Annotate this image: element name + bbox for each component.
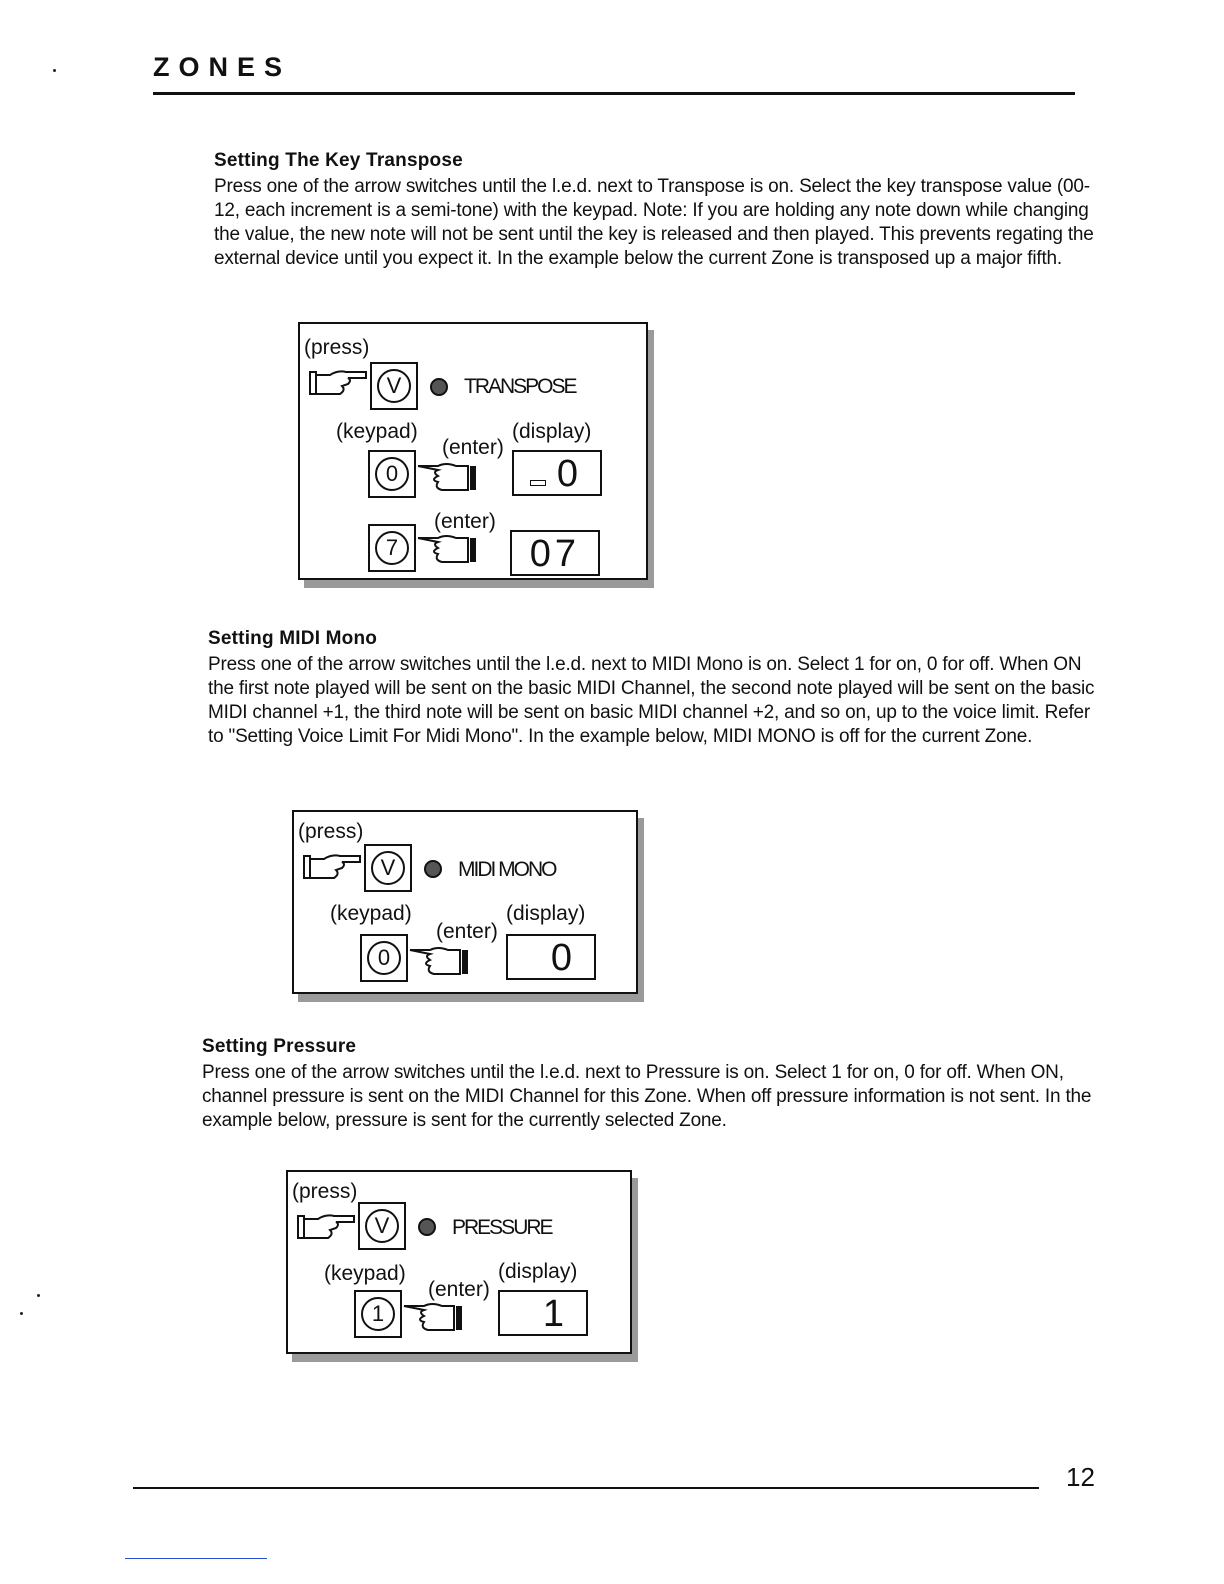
display-blank-digit: [530, 480, 546, 486]
led-indicator: [430, 378, 448, 396]
keypad-key-button[interactable]: [360, 934, 408, 982]
section-body: Press one of the arrow switches until the l.e.d. next to MIDI Mono is on. Select 1 for on, 0 for off. When ON the first note played will be sent on the basic MIDI Channel, the second note played will be sent on the basic MIDI channel +1, the third note will be sent on basic MIDI channel +2, and so on, up to the voice limit. Refer to "Setting Voice Limit For Midi Mono". In the example below, MIDI MONO is off for the current Zone.: [208, 654, 1095, 747]
display-label: (display): [512, 420, 592, 443]
led-indicator: [424, 860, 442, 878]
scan-speck: [20, 1312, 23, 1315]
enter-hand-icon: [402, 1300, 466, 1334]
keypad-label: (keypad): [324, 1262, 406, 1285]
page-number: 12: [1066, 1462, 1095, 1492]
enter-label: (enter): [428, 1278, 490, 1301]
display-value: 0: [556, 453, 582, 495]
keypad-label: (keypad): [336, 420, 418, 443]
keypad-key-button[interactable]: [354, 1290, 402, 1338]
display-label: (display): [498, 1260, 578, 1283]
diagram-transpose: [298, 322, 648, 580]
keypad-key-label: 0: [375, 457, 409, 491]
arrow-key-button[interactable]: [364, 844, 412, 892]
display-readout: [498, 1290, 588, 1336]
enter-hand-icon: [416, 460, 480, 494]
panel-label: PRESSURE: [452, 1216, 552, 1239]
diagram-midi-mono: [292, 810, 638, 994]
enter-hand-icon: [408, 944, 472, 978]
enter-hand-icon: [416, 532, 480, 566]
enter-label: (enter): [442, 436, 504, 459]
diagram-pressure: [286, 1170, 632, 1354]
keypad-key-button[interactable]: [368, 450, 416, 498]
footer-rule: [133, 1487, 1039, 1489]
keypad-key-label: 7: [375, 531, 409, 565]
section-key-transpose: [214, 150, 1104, 271]
header-rule: [153, 92, 1075, 95]
pointing-hand-icon: [308, 368, 368, 398]
arrow-key-button[interactable]: [370, 362, 418, 410]
pointing-hand-icon: [296, 1212, 356, 1242]
display-readout: [506, 934, 596, 980]
section-heading: Setting Pressure: [202, 1036, 357, 1057]
panel-label: MIDI MONO: [458, 858, 556, 881]
led-indicator: [418, 1218, 436, 1236]
arrow-key-label: V: [371, 851, 405, 885]
press-label: (press): [304, 336, 370, 359]
section-body: Press one of the arrow switches until the l.e.d. next to Transpose is on. Select the key transpose value (00-12, each increment is a semi-tone) with the keypad. Note: If you are holding any note down while changing the value, the new note will not be sent until the key is released and then played. This prevents regating the external device until you expect it. In the example below the current Zone is transposed up a major fifth.: [214, 176, 1094, 269]
press-label: (press): [292, 1180, 358, 1203]
keypad-key-button[interactable]: [368, 524, 416, 572]
section-pressure: [202, 1036, 1092, 1133]
arrow-key-label: V: [377, 369, 411, 403]
keypad-key-label: 1: [361, 1297, 395, 1331]
page-header-title: ZONES: [153, 52, 292, 82]
enter-label: (enter): [436, 920, 498, 943]
section-midi-mono: [208, 628, 1098, 749]
arrow-key-button[interactable]: [358, 1202, 406, 1250]
pointing-hand-icon: [302, 852, 362, 882]
display-readout: [510, 530, 600, 576]
display-value: 0: [550, 937, 576, 979]
display-label: (display): [506, 902, 586, 925]
display-readout: [512, 450, 602, 496]
bottom-edge-line: [125, 1558, 267, 1559]
section-heading: Setting The Key Transpose: [214, 150, 463, 171]
enter-label: (enter): [434, 510, 496, 533]
section-heading: Setting MIDI Mono: [208, 628, 378, 649]
panel-label: TRANSPOSE: [464, 375, 576, 398]
section-body: Press one of the arrow switches until the l.e.d. next to Pressure is on. Select 1 for on, 0 for off. When ON, channel pressure is sent on the MIDI Channel for this Zone. When off pressure information is not sent. In the example below, pressure is sent for the currently selected Zone.: [202, 1062, 1092, 1131]
press-label: (press): [298, 820, 364, 843]
scan-speck: [37, 1294, 40, 1297]
display-value: 1: [542, 1293, 568, 1335]
scan-speck: [53, 69, 56, 72]
display-value: 07: [529, 533, 580, 575]
arrow-key-label: V: [365, 1209, 399, 1243]
keypad-label: (keypad): [330, 902, 412, 925]
keypad-key-label: 0: [367, 941, 401, 975]
